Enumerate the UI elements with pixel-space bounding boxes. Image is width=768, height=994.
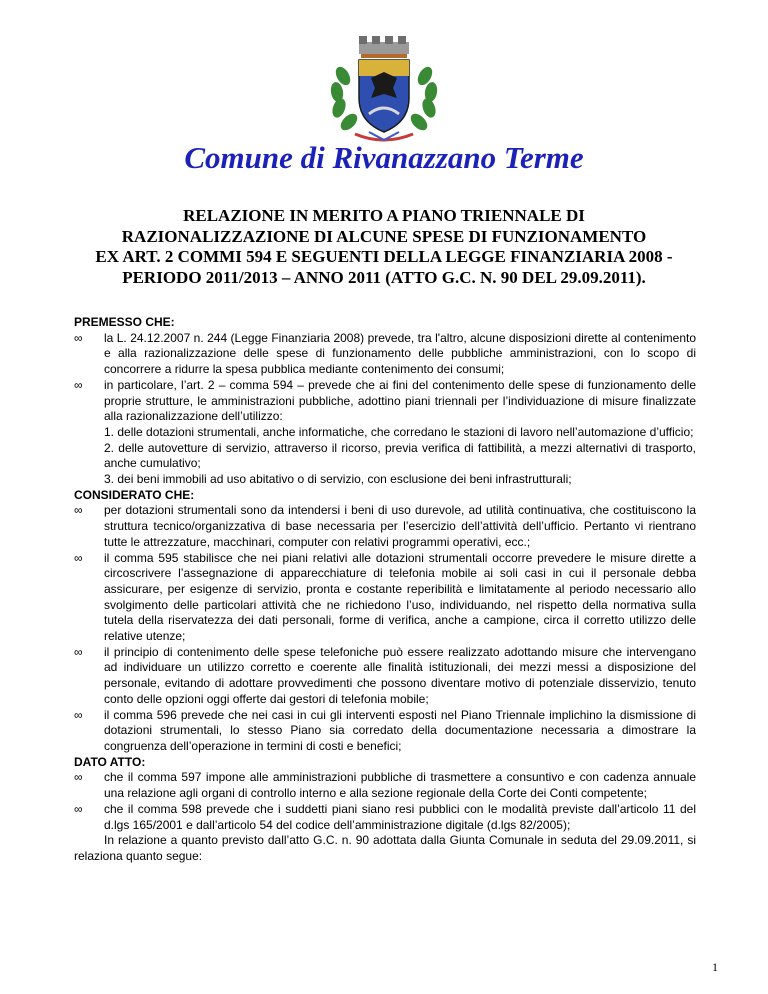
list-item <box>74 802 696 833</box>
title-line: RELAZIONE IN MERITO A PIANO TRIENNALE DI <box>183 206 585 225</box>
document-title <box>40 206 728 288</box>
list-item-text: per dotazioni strumentali sono da intendersi i beni di uso durevole, ad utilità continuativa, che costituiscono la struttura tecnico/organizzativa di base necessaria per l’esercizio dell’attività dell’ufficio. Pertanto vi rientrano tutte le attrezzature, macchinari, computer con relativi programmi operativi, ecc.; <box>104 503 696 549</box>
section-heading-dato-atto: DATO ATTO: <box>74 754 146 769</box>
title-line: RAZIONALIZZAZIONE DI ALCUNE SPESE DI FUNZIONAMENTO <box>121 226 647 246</box>
list-item-text: in particolare, l’art. 2 – comma 594 – prevede che ai fini del contenimento delle spese di funzionamento delle proprie strutture, le amministrazioni pubbliche, adottino piani triennali per l’individuazione di misure finalizzate alla razionalizzazione dell’utilizzo: <box>104 377 696 424</box>
list-item-text: il comma 595 stabilisce che nei piani relativi alle dotazioni strumentali occorre prevedere le misure dirette a circoscrivere l’assegnazione di apparecchiature di telefonia mobile ai soli casi in cui il personale debba assicurare, per esigenze di servizio, pronta e costante reperibilità e limitatamente al periodo necessario allo svolgimento delle particolari attività che ne richiedono l’uso, individuando, nel rispetto della normativa sulla tutela della riservatezza dei dati personali, forme di verifica, anche a campione, circa il corretto utilizzo delle relative utenze; <box>104 550 696 644</box>
list-item <box>74 503 696 550</box>
town-name: Comune di Rivanazzano Terme <box>184 140 584 175</box>
infinity-bullet-icon: ∞ <box>74 644 83 659</box>
document-body <box>74 315 696 865</box>
list-item <box>74 770 696 801</box>
list-item-text: il principio di contenimento delle spese telefoniche può essere realizzato adottando misure che intervengano ad individuare un utilizzo corretto e coerente alle finalità istituzionali, dei mezzi messi a disposizione del personale, evitando di adottare provvedimenti che possono diventare motivo di potenziale disservizio, tenuto conto delle opzioni oggi offerte dai gestori di telefonia mobile; <box>104 644 696 706</box>
coat-of-arms-logo <box>319 36 449 146</box>
infinity-bullet-icon: ∞ <box>74 377 83 392</box>
list-item-text: il comma 596 prevede che nei casi in cui gli interventi esposti nel Piano Triennale implichino la dismissione di dotazioni strumentali, lo stesso Piano sia corredato della documentazione necessaria a dimostrare la congruenza dell’operazione in termini di costi e benefici; <box>104 707 696 753</box>
list-item <box>74 708 696 755</box>
list-item <box>74 645 696 708</box>
sub-item: 2. delle autovetture di servizio, attraverso il ricorso, previa verifica di fattibilità, a mezzi alternativi di trasporto, anche cumulativo; <box>104 440 696 471</box>
sub-item: 3. dei beni immobili ad uso abitativo o di servizio, con esclusione dei beni infrastrutturali; <box>104 472 572 487</box>
title-line: PERIODO 2011/2013 – ANNO 2011 (ATTO G.C. N. 90 DEL 29.09.2011). <box>122 267 646 287</box>
section-heading-premesso: PREMESSO CHE: <box>74 315 175 329</box>
infinity-bullet-icon: ∞ <box>74 770 83 785</box>
section-heading-considerato: CONSIDERATO CHE: <box>74 487 195 502</box>
title-line: EX ART. 2 COMMI 594 E SEGUENTI DELLA LEGGE FINANZIARIA 2008 - <box>95 247 673 266</box>
list-item-text: che il comma 597 impone alle amministrazioni pubbliche di trasmettere a consuntivo e con cadenza annuale una relazione agli organi di controllo interno e alla sezione regionale della Corte dei Conti competente; <box>104 770 696 801</box>
closing-paragraph: In relazione a quanto previsto dall’atto G.C. n. 90 adottata dalla Giunta Comunale in seduta del 29.09.2011, si relaziona quanto segue: <box>74 833 696 863</box>
list-item <box>74 331 696 378</box>
infinity-bullet-icon: ∞ <box>74 801 83 816</box>
infinity-bullet-icon: ∞ <box>74 503 83 518</box>
sub-item: 1. delle dotazioni strumentali, anche informatiche, che corredano le stazioni di lavoro nell’automazione d’ufficio; <box>104 424 694 439</box>
page-number: 1 <box>712 960 718 974</box>
list-item <box>74 378 696 425</box>
list-item-text: la L. 24.12.2007 n. 244 (Legge Finanziaria 2008) prevede, tra l'altro, alcune disposizioni dirette al contenimento e alla razionalizzazione delle spese di funzionamento delle pubbliche amministrazioni, con lo scopo di concorrere a ridurre la spesa pubblica mediante contenimento dei consumi; <box>104 330 696 377</box>
list-item-text: che il comma 598 prevede che i suddetti piani siano resi pubblici con le modalità previste dall’articolo 11 del d.lgs 165/2001 e dall’articolo 54 del codice dell’amministrazione digitale (d.lgs 82/2005); <box>104 801 696 832</box>
infinity-bullet-icon: ∞ <box>74 550 83 565</box>
infinity-bullet-icon: ∞ <box>74 707 83 722</box>
infinity-bullet-icon: ∞ <box>74 330 83 345</box>
list-item <box>74 551 696 645</box>
